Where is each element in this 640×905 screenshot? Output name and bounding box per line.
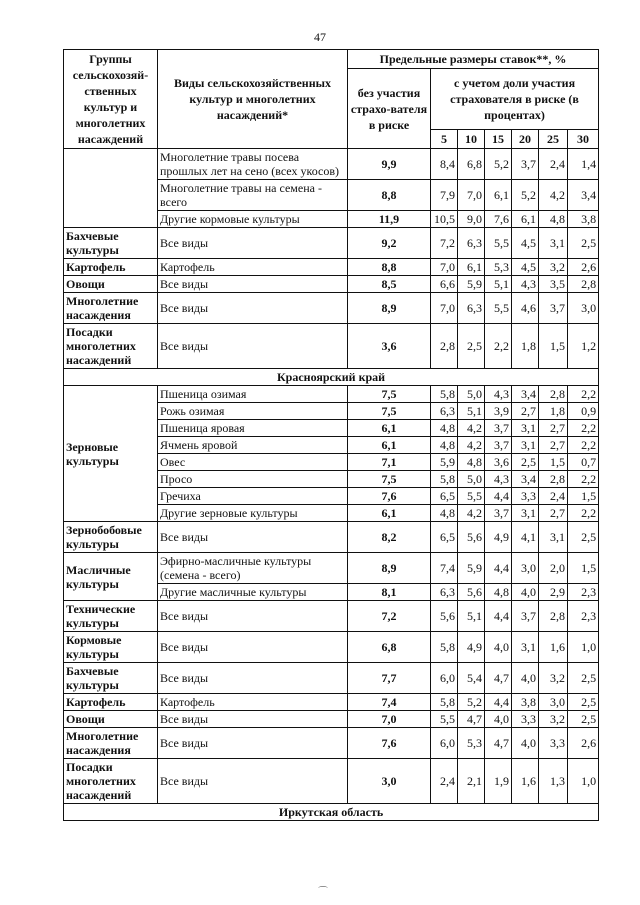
base-rate-cell: 7,1 xyxy=(348,454,431,471)
kind-cell: Эфирно-масличные культуры (семена - всего) xyxy=(158,553,348,584)
rate-cell: 4,2 xyxy=(458,437,485,454)
rate-cell: 3,1 xyxy=(539,522,568,553)
rate-cell: 6,3 xyxy=(431,403,458,420)
rate-cell: 6,5 xyxy=(431,488,458,505)
group-cell: Посадки многолетних насаждений xyxy=(64,324,158,369)
kind-cell: Все виды xyxy=(158,522,348,553)
rate-cell: 2,3 xyxy=(568,584,599,601)
rate-cell: 5,5 xyxy=(485,293,512,324)
rate-cell: 2,7 xyxy=(539,505,568,522)
base-rate-cell: 8,9 xyxy=(348,293,431,324)
rate-cell: 1,5 xyxy=(539,324,568,369)
rate-cell: 3,7 xyxy=(512,601,539,632)
rate-cell: 2,5 xyxy=(568,522,599,553)
rate-cell: 4,3 xyxy=(485,471,512,488)
rate-cell: 2,3 xyxy=(568,601,599,632)
group-cell: Бахчевые культуры xyxy=(64,663,158,694)
table-row xyxy=(64,759,599,804)
header-limits: Предельные размеры ставок**, % xyxy=(348,50,599,69)
rate-cell: 10,5 xyxy=(431,211,458,228)
rate-cell: 1,4 xyxy=(568,149,599,180)
page-mark: ⌒ xyxy=(318,887,328,898)
base-rate-cell: 7,4 xyxy=(348,694,431,711)
rate-cell: 3,4 xyxy=(512,386,539,403)
table-row xyxy=(64,228,599,259)
rate-cell: 5,2 xyxy=(458,694,485,711)
rate-cell: 5,1 xyxy=(458,403,485,420)
page-number: 47 xyxy=(314,30,326,44)
rate-cell: 4,4 xyxy=(485,601,512,632)
rate-cell: 3,6 xyxy=(485,454,512,471)
rate-cell: 3,2 xyxy=(539,711,568,728)
header-with-share: с учетом доли участия страхователя в риске (в процентах) xyxy=(431,69,599,130)
rate-cell: 4,2 xyxy=(458,420,485,437)
rate-cell: 4,8 xyxy=(458,454,485,471)
base-rate-cell: 8,8 xyxy=(348,180,431,211)
rate-cell: 5,3 xyxy=(458,728,485,759)
table-row xyxy=(64,553,599,584)
group-cell: Картофель xyxy=(64,694,158,711)
kind-cell: Все виды xyxy=(158,663,348,694)
rate-cell: 4,3 xyxy=(512,276,539,293)
rate-cell: 5,6 xyxy=(458,584,485,601)
rate-cell: 3,4 xyxy=(568,180,599,211)
rate-cell: 6,5 xyxy=(431,522,458,553)
rate-cell: 1,8 xyxy=(512,324,539,369)
group-cell: Посадки многолетних насаждений xyxy=(64,759,158,804)
rate-cell: 2,5 xyxy=(512,454,539,471)
kind-cell: Пшеница яровая xyxy=(158,420,348,437)
rate-cell: 4,7 xyxy=(458,711,485,728)
rate-cell: 5,8 xyxy=(431,471,458,488)
rate-cell: 5,1 xyxy=(485,276,512,293)
header-pct-30: 30 xyxy=(568,130,599,149)
group-cell xyxy=(64,149,158,228)
insurance-rates-table xyxy=(63,49,599,821)
rate-cell: 2,8 xyxy=(539,601,568,632)
rate-cell: 4,4 xyxy=(485,488,512,505)
rate-cell: 3,8 xyxy=(512,694,539,711)
rate-cell: 2,2 xyxy=(568,505,599,522)
rate-cell: 5,9 xyxy=(458,276,485,293)
kind-cell: Многолетние травы посева прошлых лет на сено (всех укосов) xyxy=(158,149,348,180)
rate-cell: 2,5 xyxy=(568,663,599,694)
kind-cell: Другие зерновые культуры xyxy=(158,505,348,522)
rate-cell: 3,7 xyxy=(485,437,512,454)
rate-cell: 5,9 xyxy=(458,553,485,584)
rate-cell: 1,3 xyxy=(539,759,568,804)
rate-cell: 4,0 xyxy=(485,632,512,663)
rate-cell: 3,8 xyxy=(568,211,599,228)
base-rate-cell: 7,6 xyxy=(348,488,431,505)
rate-cell: 2,9 xyxy=(539,584,568,601)
rate-cell: 2,5 xyxy=(568,711,599,728)
rate-cell: 5,8 xyxy=(431,694,458,711)
table-row xyxy=(64,149,599,180)
group-cell: Многолетние насаждения xyxy=(64,293,158,324)
rate-cell: 5,2 xyxy=(512,180,539,211)
rate-cell: 3,1 xyxy=(512,505,539,522)
header-pct-5: 5 xyxy=(431,130,458,149)
base-rate-cell: 6,8 xyxy=(348,632,431,663)
rate-cell: 3,7 xyxy=(512,149,539,180)
rate-cell: 4,7 xyxy=(485,663,512,694)
rate-cell: 2,5 xyxy=(568,694,599,711)
base-rate-cell: 7,7 xyxy=(348,663,431,694)
base-rate-cell: 8,1 xyxy=(348,584,431,601)
rate-cell: 1,6 xyxy=(512,759,539,804)
kind-cell: Все виды xyxy=(158,228,348,259)
rate-cell: 2,2 xyxy=(568,437,599,454)
rate-cell: 6,0 xyxy=(431,728,458,759)
table-row xyxy=(64,694,599,711)
rate-cell: 4,4 xyxy=(485,553,512,584)
base-rate-cell: 7,5 xyxy=(348,386,431,403)
kind-cell: Другие масличные культуры xyxy=(158,584,348,601)
region-title: Иркутская область xyxy=(64,804,599,821)
rate-cell: 3,0 xyxy=(512,553,539,584)
table-row xyxy=(64,711,599,728)
group-cell: Кормовые культуры xyxy=(64,632,158,663)
rate-cell: 2,2 xyxy=(485,324,512,369)
rate-cell: 7,4 xyxy=(431,553,458,584)
table-row xyxy=(64,324,599,369)
header-pct-25: 25 xyxy=(539,130,568,149)
rate-cell: 6,6 xyxy=(431,276,458,293)
base-rate-cell: 11,9 xyxy=(348,211,431,228)
table-row xyxy=(64,276,599,293)
table-row xyxy=(64,728,599,759)
rate-cell: 7,0 xyxy=(458,180,485,211)
rate-cell: 6,1 xyxy=(485,180,512,211)
rate-cell: 5,4 xyxy=(458,663,485,694)
rate-cell: 3,3 xyxy=(512,711,539,728)
header-pct-10: 10 xyxy=(458,130,485,149)
rate-cell: 2,7 xyxy=(539,437,568,454)
kind-cell: Все виды xyxy=(158,759,348,804)
rate-cell: 3,0 xyxy=(539,694,568,711)
rate-cell: 2,4 xyxy=(539,488,568,505)
rate-cell: 5,1 xyxy=(458,601,485,632)
rate-cell: 5,5 xyxy=(458,488,485,505)
rate-cell: 3,1 xyxy=(512,632,539,663)
rate-cell: 2,4 xyxy=(539,149,568,180)
kind-cell: Картофель xyxy=(158,694,348,711)
kind-cell: Все виды xyxy=(158,293,348,324)
rate-cell: 1,0 xyxy=(568,632,599,663)
kind-cell: Овес xyxy=(158,454,348,471)
rate-cell: 2,7 xyxy=(539,420,568,437)
rate-cell: 2,5 xyxy=(568,228,599,259)
rate-cell: 2,2 xyxy=(568,420,599,437)
rate-cell: 2,4 xyxy=(431,759,458,804)
rate-cell: 0,7 xyxy=(568,454,599,471)
rate-cell: 6,1 xyxy=(512,211,539,228)
rate-cell: 4,8 xyxy=(539,211,568,228)
rate-cell: 4,8 xyxy=(485,584,512,601)
kind-cell: Все виды xyxy=(158,601,348,632)
rate-cell: 5,6 xyxy=(458,522,485,553)
kind-cell: Все виды xyxy=(158,276,348,293)
header-kinds: Виды сельскохозяйственных культур и многолетних насаждений* xyxy=(158,50,348,149)
rate-cell: 5,9 xyxy=(431,454,458,471)
rate-cell: 5,5 xyxy=(485,228,512,259)
rate-cell: 2,1 xyxy=(458,759,485,804)
rate-cell: 6,3 xyxy=(458,293,485,324)
table-row xyxy=(64,663,599,694)
rate-cell: 5,8 xyxy=(431,632,458,663)
rate-cell: 3,3 xyxy=(539,728,568,759)
header-no-share: без участия страхо-вателя в риске xyxy=(348,69,431,149)
rate-cell: 2,7 xyxy=(512,403,539,420)
base-rate-cell: 7,0 xyxy=(348,711,431,728)
rate-cell: 2,5 xyxy=(458,324,485,369)
kind-cell: Картофель xyxy=(158,259,348,276)
rate-cell: 5,0 xyxy=(458,471,485,488)
rate-cell: 1,5 xyxy=(568,488,599,505)
base-rate-cell: 7,5 xyxy=(348,471,431,488)
kind-cell: Другие кормовые культуры xyxy=(158,211,348,228)
rate-cell: 2,6 xyxy=(568,728,599,759)
kind-cell: Рожь озимая xyxy=(158,403,348,420)
group-cell: Овощи xyxy=(64,276,158,293)
rate-cell: 4,0 xyxy=(512,584,539,601)
rate-cell: 7,9 xyxy=(431,180,458,211)
rate-cell: 4,0 xyxy=(485,711,512,728)
rate-cell: 4,5 xyxy=(512,259,539,276)
rate-cell: 2,8 xyxy=(568,276,599,293)
rate-cell: 9,0 xyxy=(458,211,485,228)
rate-cell: 2,6 xyxy=(568,259,599,276)
group-cell: Картофель xyxy=(64,259,158,276)
kind-cell: Все виды xyxy=(158,728,348,759)
rate-cell: 1,9 xyxy=(485,759,512,804)
rate-cell: 8,4 xyxy=(431,149,458,180)
rate-cell: 4,1 xyxy=(512,522,539,553)
group-cell: Многолетние насаждения xyxy=(64,728,158,759)
table-row xyxy=(64,293,599,324)
rate-cell: 4,8 xyxy=(431,437,458,454)
rate-cell: 5,8 xyxy=(431,386,458,403)
rate-cell: 3,2 xyxy=(539,259,568,276)
rate-cell: 2,2 xyxy=(568,471,599,488)
kind-cell: Просо xyxy=(158,471,348,488)
rate-cell: 3,3 xyxy=(512,488,539,505)
base-rate-cell: 9,2 xyxy=(348,228,431,259)
rate-cell: 6,8 xyxy=(458,149,485,180)
rate-cell: 1,5 xyxy=(539,454,568,471)
rate-cell: 7,0 xyxy=(431,293,458,324)
group-cell: Зерновые культуры xyxy=(64,386,158,522)
rate-cell: 2,0 xyxy=(539,553,568,584)
rate-cell: 5,6 xyxy=(431,601,458,632)
base-rate-cell: 6,1 xyxy=(348,505,431,522)
base-rate-cell: 7,2 xyxy=(348,601,431,632)
base-rate-cell: 7,6 xyxy=(348,728,431,759)
base-rate-cell: 8,9 xyxy=(348,553,431,584)
table-body xyxy=(64,149,599,821)
group-cell: Бахчевые культуры xyxy=(64,228,158,259)
rate-cell: 1,8 xyxy=(539,403,568,420)
rate-cell: 2,8 xyxy=(539,471,568,488)
kind-cell: Гречиха xyxy=(158,488,348,505)
rate-cell: 3,1 xyxy=(539,228,568,259)
rate-cell: 4,5 xyxy=(512,228,539,259)
rate-cell: 4,0 xyxy=(512,728,539,759)
rate-cell: 7,0 xyxy=(431,259,458,276)
rate-cell: 1,2 xyxy=(568,324,599,369)
rate-cell: 4,8 xyxy=(431,420,458,437)
base-rate-cell: 7,5 xyxy=(348,403,431,420)
rate-cell: 4,8 xyxy=(431,505,458,522)
base-rate-cell: 3,6 xyxy=(348,324,431,369)
base-rate-cell: 8,2 xyxy=(348,522,431,553)
rate-cell: 3,0 xyxy=(568,293,599,324)
base-rate-cell: 8,5 xyxy=(348,276,431,293)
rate-cell: 6,3 xyxy=(431,584,458,601)
base-rate-cell: 3,0 xyxy=(348,759,431,804)
rate-cell: 4,4 xyxy=(485,694,512,711)
region-row xyxy=(64,369,599,386)
rate-cell: 6,3 xyxy=(458,228,485,259)
rate-cell: 7,6 xyxy=(485,211,512,228)
rate-cell: 4,3 xyxy=(485,386,512,403)
rate-cell: 3,5 xyxy=(539,276,568,293)
rate-cell: 3,9 xyxy=(485,403,512,420)
rate-cell: 4,0 xyxy=(512,663,539,694)
header-pct-15: 15 xyxy=(485,130,512,149)
rate-cell: 6,0 xyxy=(431,663,458,694)
rate-cell: 2,8 xyxy=(431,324,458,369)
rate-cell: 4,2 xyxy=(458,505,485,522)
kind-cell: Ячмень яровой xyxy=(158,437,348,454)
base-rate-cell: 6,1 xyxy=(348,420,431,437)
table-row xyxy=(64,632,599,663)
group-cell: Масличные культуры xyxy=(64,553,158,601)
rate-cell: 1,5 xyxy=(568,553,599,584)
rate-cell: 3,2 xyxy=(539,663,568,694)
table-row xyxy=(64,601,599,632)
group-cell: Технические культуры xyxy=(64,601,158,632)
rate-cell: 5,3 xyxy=(485,259,512,276)
base-rate-cell: 6,1 xyxy=(348,437,431,454)
region-title: Красноярский край xyxy=(64,369,599,386)
kind-cell: Пшеница озимая xyxy=(158,386,348,403)
kind-cell: Многолетние травы на семена - всего xyxy=(158,180,348,211)
table-row xyxy=(64,522,599,553)
header-groups: Группы сельскохозяй-ственных культур и многолетних насаждений xyxy=(64,50,158,149)
rate-cell: 4,9 xyxy=(458,632,485,663)
base-rate-cell: 8,8 xyxy=(348,259,431,276)
rate-cell: 3,1 xyxy=(512,420,539,437)
kind-cell: Все виды xyxy=(158,324,348,369)
rate-cell: 6,1 xyxy=(458,259,485,276)
region-row xyxy=(64,804,599,821)
header-pct-20: 20 xyxy=(512,130,539,149)
rate-cell: 3,7 xyxy=(485,420,512,437)
rate-cell: 1,6 xyxy=(539,632,568,663)
kind-cell: Все виды xyxy=(158,632,348,663)
rate-cell: 2,2 xyxy=(568,386,599,403)
rate-cell: 4,7 xyxy=(485,728,512,759)
group-cell: Овощи xyxy=(64,711,158,728)
rate-cell: 4,9 xyxy=(485,522,512,553)
table-row xyxy=(64,259,599,276)
rate-cell: 4,6 xyxy=(512,293,539,324)
base-rate-cell: 9,9 xyxy=(348,149,431,180)
table-row xyxy=(64,386,599,403)
rate-cell: 3,4 xyxy=(512,471,539,488)
rate-cell: 5,0 xyxy=(458,386,485,403)
rate-cell: 7,2 xyxy=(431,228,458,259)
rate-cell: 5,5 xyxy=(431,711,458,728)
rate-cell: 5,2 xyxy=(485,149,512,180)
group-cell: Зернобобовые культуры xyxy=(64,522,158,553)
rate-cell: 3,7 xyxy=(485,505,512,522)
rate-cell: 1,0 xyxy=(568,759,599,804)
rate-cell: 2,8 xyxy=(539,386,568,403)
rate-cell: 0,9 xyxy=(568,403,599,420)
kind-cell: Все виды xyxy=(158,711,348,728)
rate-cell: 3,1 xyxy=(512,437,539,454)
rate-cell: 3,7 xyxy=(539,293,568,324)
rate-cell: 4,2 xyxy=(539,180,568,211)
